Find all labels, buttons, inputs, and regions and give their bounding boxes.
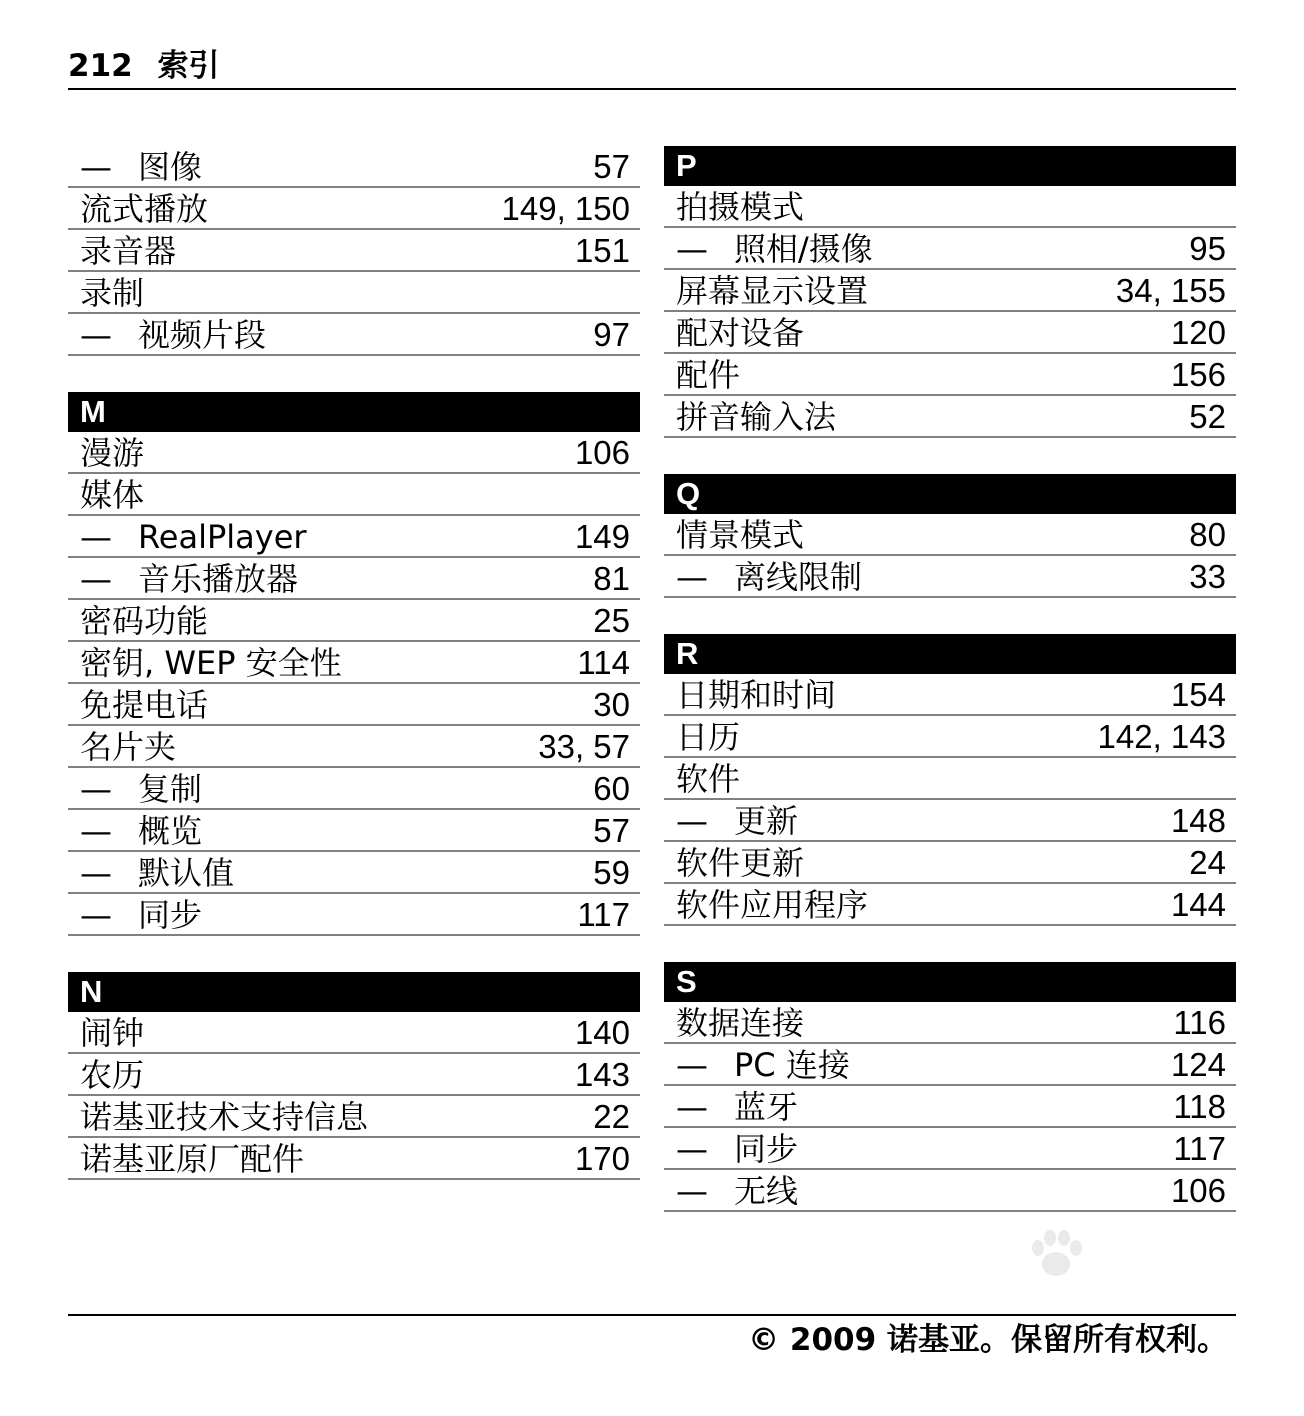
index-entry bbox=[68, 1096, 640, 1138]
subentry-dash: — bbox=[80, 812, 112, 850]
entry-term bbox=[676, 188, 804, 226]
index-entry bbox=[664, 716, 1236, 758]
index-section-n bbox=[68, 972, 640, 1180]
entry-term-text: 概览 bbox=[138, 812, 203, 850]
entry-term-text: 日期和时间 bbox=[676, 676, 837, 714]
entry-page-numbers: 148 bbox=[1170, 802, 1226, 839]
copyright-footer: © 2009 诺基亚。保留所有权利。 bbox=[748, 1322, 1228, 1358]
entry-page-numbers: 34, 155 bbox=[1115, 272, 1226, 309]
index-section-continued bbox=[68, 146, 640, 356]
section-letter-header: M bbox=[68, 392, 640, 432]
entry-page-numbers: 97 bbox=[593, 316, 630, 353]
entry-page-numbers: 149, 150 bbox=[501, 190, 630, 227]
index-subentry bbox=[68, 894, 640, 936]
index-subentry bbox=[664, 556, 1236, 598]
entry-term bbox=[80, 274, 144, 312]
entry-term bbox=[80, 190, 208, 228]
entry-term bbox=[676, 230, 873, 268]
entry-term-text: 软件更新 bbox=[676, 844, 805, 882]
entry-page-numbers: 118 bbox=[1173, 1088, 1226, 1125]
entry-page-numbers: 57 bbox=[593, 148, 630, 185]
section-letter-header: R bbox=[664, 634, 1236, 674]
entry-term-text: 视频片段 bbox=[138, 316, 267, 354]
entry-term bbox=[80, 812, 202, 850]
index-entry bbox=[664, 1002, 1236, 1044]
page-title: 索引 bbox=[157, 48, 220, 84]
index-subentry bbox=[68, 146, 640, 188]
entry-term bbox=[676, 718, 740, 756]
index-section-r bbox=[664, 634, 1236, 926]
entry-term-text: 诺基亚技术支持信息 bbox=[80, 1098, 369, 1136]
index-entry bbox=[664, 312, 1236, 354]
entry-term bbox=[80, 148, 202, 186]
subentry-dash: — bbox=[80, 896, 112, 934]
entry-page-numbers: 52 bbox=[1189, 398, 1226, 435]
entry-term-text: 诺基亚原厂配件 bbox=[80, 1140, 305, 1178]
index-entry bbox=[664, 186, 1236, 228]
entry-page-numbers: 154 bbox=[1170, 676, 1226, 713]
entry-page-numbers: 24 bbox=[1189, 844, 1226, 881]
entry-page-numbers: 143 bbox=[574, 1056, 630, 1093]
entry-page-numbers: 59 bbox=[593, 854, 630, 891]
entry-term bbox=[80, 602, 208, 640]
index-entry bbox=[664, 674, 1236, 716]
index-subentry bbox=[68, 516, 640, 558]
entry-term bbox=[676, 558, 862, 596]
entry-term-text: 配对设备 bbox=[676, 314, 805, 352]
section-letter-header: S bbox=[664, 962, 1236, 1002]
entry-page-numbers: 22 bbox=[593, 1098, 630, 1135]
entry-term-text: 同步 bbox=[734, 1130, 799, 1168]
entry-page-numbers: 156 bbox=[1170, 356, 1226, 393]
entry-term bbox=[80, 1014, 144, 1052]
entry-term bbox=[80, 896, 202, 934]
entry-term-text: 图像 bbox=[138, 148, 203, 186]
entry-term-text: 情景模式 bbox=[676, 516, 805, 554]
subentry-dash: — bbox=[80, 770, 112, 808]
entry-term bbox=[80, 1140, 304, 1178]
section-letter-header: P bbox=[664, 146, 1236, 186]
entry-term bbox=[676, 1046, 850, 1084]
subentry-dash: — bbox=[80, 316, 112, 354]
entry-page-numbers: 144 bbox=[1170, 886, 1226, 923]
index-entry bbox=[68, 188, 640, 230]
index-subentry bbox=[664, 1044, 1236, 1086]
subentry-dash: — bbox=[676, 802, 708, 840]
entry-term-text: 软件应用程序 bbox=[676, 886, 869, 924]
index-column-left bbox=[68, 146, 640, 1216]
entry-term-text: 免提电话 bbox=[80, 686, 209, 724]
entry-term-text: 屏幕显示设置 bbox=[676, 272, 869, 310]
entry-term-text: 媒体 bbox=[80, 476, 145, 514]
entry-term-text: 流式播放 bbox=[80, 190, 209, 228]
entry-term-text: 漫游 bbox=[80, 434, 145, 472]
entry-term-text: 复制 bbox=[138, 770, 203, 808]
entry-page-numbers: 120 bbox=[1170, 314, 1226, 351]
entry-page-numbers: 33, 57 bbox=[538, 728, 630, 765]
index-entry bbox=[68, 684, 640, 726]
entry-term-text: 数据连接 bbox=[676, 1004, 805, 1042]
index-entry bbox=[664, 354, 1236, 396]
entry-term-text: 录制 bbox=[80, 274, 145, 312]
index-entry bbox=[68, 272, 640, 314]
index-entry bbox=[68, 474, 640, 516]
subentry-dash: — bbox=[676, 1130, 708, 1168]
entry-term-text: 默认值 bbox=[138, 854, 235, 892]
entry-page-numbers: 124 bbox=[1170, 1046, 1226, 1083]
entry-page-numbers: 151 bbox=[574, 232, 630, 269]
entry-term-text: 拍摄模式 bbox=[676, 188, 805, 226]
index-entry bbox=[68, 432, 640, 474]
index-subentry bbox=[68, 810, 640, 852]
index-entry bbox=[68, 600, 640, 642]
index-subentry bbox=[68, 314, 640, 356]
entry-term bbox=[80, 644, 342, 682]
entry-page-numbers: 140 bbox=[574, 1014, 630, 1051]
entry-term bbox=[676, 886, 868, 924]
entry-term-text: 日历 bbox=[676, 718, 741, 756]
entry-term-text: 软件 bbox=[676, 760, 741, 798]
entry-page-numbers: 95 bbox=[1189, 230, 1226, 267]
entry-page-numbers: 30 bbox=[593, 686, 630, 723]
index-subentry bbox=[664, 1128, 1236, 1170]
entry-term bbox=[676, 1088, 798, 1126]
entry-term-text: 密码功能 bbox=[80, 602, 209, 640]
section-letter-header: N bbox=[68, 972, 640, 1012]
index-entry bbox=[664, 514, 1236, 556]
index-entry bbox=[664, 842, 1236, 884]
index-section-m bbox=[68, 392, 640, 936]
subentry-dash: — bbox=[676, 1172, 708, 1210]
entry-page-numbers: 106 bbox=[1170, 1172, 1226, 1209]
subentry-dash: — bbox=[80, 518, 112, 556]
entry-term bbox=[676, 398, 836, 436]
entry-page-numbers: 106 bbox=[574, 434, 630, 471]
entry-page-numbers: 33 bbox=[1189, 558, 1226, 595]
entry-term-text: 离线限制 bbox=[734, 558, 863, 596]
entry-term-text: 音乐播放器 bbox=[138, 560, 299, 598]
entry-term bbox=[80, 518, 307, 556]
index-entry bbox=[68, 642, 640, 684]
entry-page-numbers: 170 bbox=[574, 1140, 630, 1177]
subentry-dash: — bbox=[80, 148, 112, 186]
entry-page-numbers: 149 bbox=[574, 518, 630, 555]
entry-term bbox=[676, 516, 804, 554]
entry-term bbox=[80, 434, 144, 472]
entry-term bbox=[676, 1004, 804, 1042]
entry-page-numbers: 142, 143 bbox=[1097, 718, 1226, 755]
entry-term bbox=[80, 854, 234, 892]
entry-term-text: 蓝牙 bbox=[734, 1088, 799, 1126]
index-column-right bbox=[664, 146, 1236, 1248]
index-entry bbox=[664, 884, 1236, 926]
subentry-dash: — bbox=[80, 560, 112, 598]
entry-term bbox=[676, 676, 836, 714]
index-subentry bbox=[664, 1170, 1236, 1212]
entry-term bbox=[676, 844, 804, 882]
entry-term bbox=[676, 1130, 798, 1168]
index-subentry bbox=[664, 228, 1236, 270]
baidu-watermark bbox=[926, 1230, 1226, 1320]
entry-page-numbers: 116 bbox=[1173, 1004, 1226, 1041]
index-subentry bbox=[664, 800, 1236, 842]
index-section-s bbox=[664, 962, 1236, 1212]
entry-term-text: 农历 bbox=[80, 1056, 145, 1094]
entry-term bbox=[676, 802, 798, 840]
entry-page-numbers: 117 bbox=[577, 896, 630, 933]
entry-page-numbers: 25 bbox=[593, 602, 630, 639]
entry-term-text: 照相/摄像 bbox=[734, 230, 873, 268]
index-entry bbox=[664, 270, 1236, 312]
subentry-dash: — bbox=[80, 854, 112, 892]
entry-term bbox=[80, 476, 144, 514]
entry-term bbox=[80, 728, 176, 766]
subentry-dash: — bbox=[676, 1088, 708, 1126]
subentry-dash: — bbox=[676, 1046, 708, 1084]
index-entry bbox=[68, 1138, 640, 1180]
page-number: 212 bbox=[68, 48, 133, 84]
entry-term bbox=[80, 316, 266, 354]
entry-term bbox=[80, 560, 298, 598]
subentry-dash: — bbox=[676, 230, 708, 268]
index-entry bbox=[68, 230, 640, 272]
entry-term-text: 同步 bbox=[138, 896, 203, 934]
entry-term bbox=[80, 1056, 144, 1094]
entry-term-text: 无线 bbox=[734, 1172, 799, 1210]
page-header bbox=[68, 44, 1236, 90]
entry-term bbox=[676, 356, 740, 394]
entry-term-text: 闹钟 bbox=[80, 1014, 145, 1052]
entry-page-numbers: 60 bbox=[593, 770, 630, 807]
entry-page-numbers: 117 bbox=[1173, 1130, 1226, 1167]
index-entry bbox=[68, 1012, 640, 1054]
entry-term-text: RealPlayer bbox=[138, 518, 307, 556]
entry-term bbox=[676, 760, 740, 798]
entry-term-text: 拼音输入法 bbox=[676, 398, 837, 436]
entry-term-text: 更新 bbox=[734, 802, 799, 840]
index-subentry bbox=[68, 768, 640, 810]
entry-page-numbers: 57 bbox=[593, 812, 630, 849]
entry-term bbox=[80, 686, 208, 724]
index-subentry bbox=[68, 852, 640, 894]
index-entry bbox=[664, 396, 1236, 438]
entry-term bbox=[676, 272, 868, 310]
entry-term bbox=[80, 1098, 368, 1136]
paw-icon bbox=[1026, 1230, 1086, 1280]
entry-term bbox=[80, 770, 202, 808]
entry-page-numbers: 81 bbox=[593, 560, 630, 597]
entry-term-text: PC 连接 bbox=[734, 1046, 850, 1084]
index-section-q bbox=[664, 474, 1236, 598]
entry-term bbox=[676, 1172, 798, 1210]
section-letter-header: Q bbox=[664, 474, 1236, 514]
entry-term-text: 录音器 bbox=[80, 232, 177, 270]
index-subentry bbox=[664, 1086, 1236, 1128]
index-section-p bbox=[664, 146, 1236, 438]
entry-term bbox=[676, 314, 804, 352]
entry-term-text: 名片夹 bbox=[80, 728, 177, 766]
index-subentry bbox=[68, 558, 640, 600]
subentry-dash: — bbox=[676, 558, 708, 596]
index-entry bbox=[68, 726, 640, 768]
entry-page-numbers: 80 bbox=[1189, 516, 1226, 553]
index-entry bbox=[664, 758, 1236, 800]
entry-term-text: 配件 bbox=[676, 356, 741, 394]
entry-term bbox=[80, 232, 176, 270]
index-entry bbox=[68, 1054, 640, 1096]
entry-term-text: 密钥, WEP 安全性 bbox=[80, 644, 342, 682]
entry-page-numbers: 114 bbox=[577, 644, 630, 681]
